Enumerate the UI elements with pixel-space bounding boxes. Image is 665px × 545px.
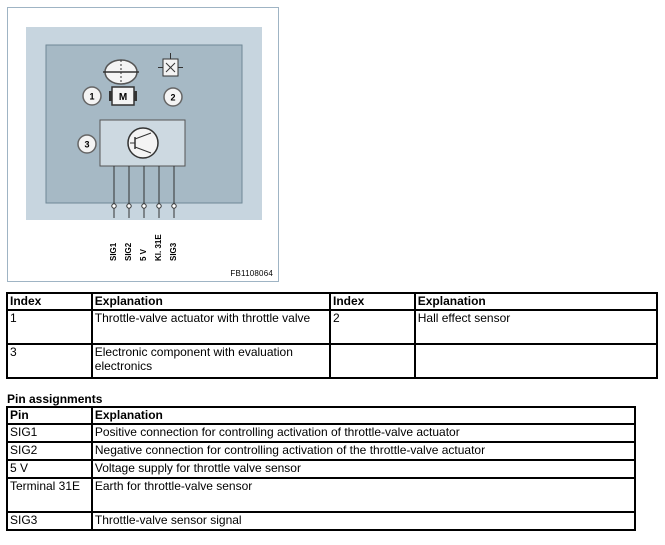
table-row [7,512,635,530]
table-row [7,310,657,344]
pin-cell: SIG1 [7,424,92,442]
table-row [7,424,635,442]
index-cell [330,344,415,378]
throttle-valve-diagram [7,7,279,282]
pin-cell: 5 V [7,460,92,478]
table-header-row [7,293,657,310]
section-title: Pin assignments [7,392,103,406]
explanation-cell: Hall effect sensor [415,310,657,344]
explanation-cell: Voltage supply for throttle valve sensor [92,460,635,478]
pin-table [6,406,636,531]
header-index: Index [7,293,92,310]
pin-label-kl31e: Kl. 31E [154,234,163,261]
explanation-cell: Throttle-valve sensor signal [92,512,635,530]
pin-cell: SIG3 [7,512,92,530]
table-row [7,344,657,378]
table-row [7,442,635,460]
pin-label-5v: 5 V [139,248,148,261]
explanation-cell: Earth for throttle-valve sensor [92,478,635,512]
motor-label: M [118,92,128,103]
index-cell: 1 [7,310,92,344]
header-index: Index [330,293,415,310]
explanation-cell: Positive connection for controlling activation of throttle-valve actuator [92,424,635,442]
callout-1: 1 [89,91,95,102]
callout-2: 2 [170,92,176,103]
pin-cell: SIG2 [7,442,92,460]
header-explanation: Explanation [92,293,330,310]
index-cell: 3 [7,344,92,378]
pin-label-sig2: SIG2 [124,242,133,261]
header-explanation: Explanation [92,407,635,424]
pin-label-sig3: SIG3 [169,242,178,261]
header-pin: Pin [7,407,92,424]
table-row [7,478,635,512]
table-header-row [7,407,635,424]
figure-code: FB1108064 [230,269,273,278]
table-row [7,460,635,478]
callout-3: 3 [84,139,90,150]
explanation-cell: Throttle-valve actuator with throttle valve [92,310,330,344]
pin-label-sig1: SIG1 [109,242,118,261]
diagram-graphic [8,8,280,283]
index-table [6,292,658,379]
index-cell: 2 [330,310,415,344]
explanation-cell: Negative connection for controlling activation of the throttle-valve actuator [92,442,635,460]
pin-cell: Terminal 31E [7,478,92,512]
header-explanation: Explanation [415,293,657,310]
explanation-cell: Electronic component with evaluation electronics [92,344,330,378]
explanation-cell [415,344,657,378]
